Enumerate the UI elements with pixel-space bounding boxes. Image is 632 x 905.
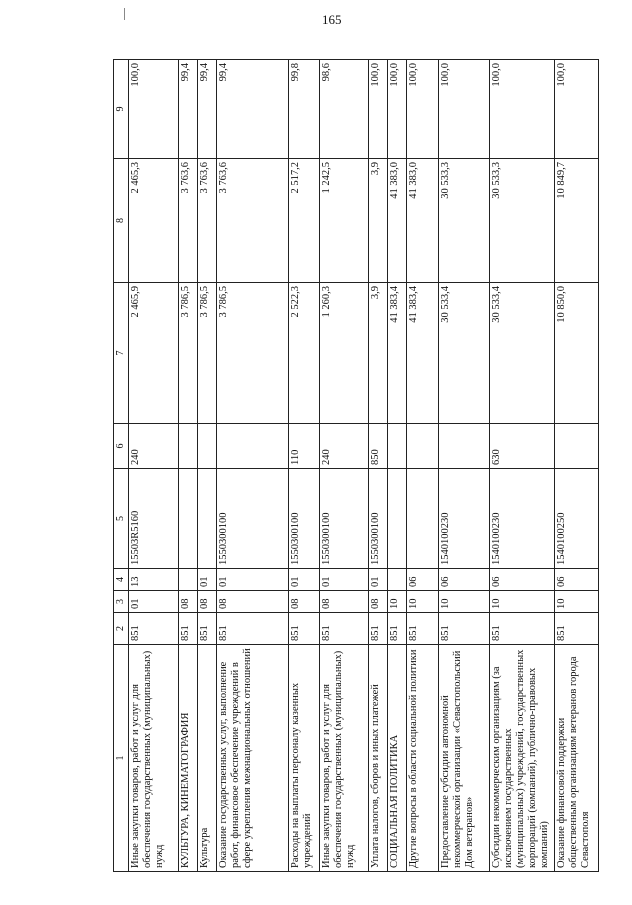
table-cell: 1550300100 bbox=[369, 469, 388, 569]
table-cell: 1550300100 bbox=[289, 469, 320, 569]
table-cell: 08 bbox=[369, 591, 388, 613]
table-cell: 1550300100 bbox=[320, 469, 369, 569]
table-cell: 99,4 bbox=[198, 60, 217, 159]
table-cell: 1540100250 bbox=[555, 469, 599, 569]
budget-table bbox=[113, 59, 599, 872]
table-row bbox=[198, 60, 217, 872]
table-cell: 06 bbox=[555, 569, 599, 591]
table-cell: 06 bbox=[490, 569, 555, 591]
table-cell: Предоставление субсидии автономной некоммерческой организации «Севастопольский Дом ветеранов» bbox=[439, 645, 490, 872]
table-cell: 100,0 bbox=[369, 60, 388, 159]
table-cell: 2 522,3 bbox=[289, 283, 320, 424]
table-cell: 1 242,5 bbox=[320, 159, 369, 283]
table-row bbox=[320, 60, 369, 872]
table-cell: 98,6 bbox=[320, 60, 369, 159]
table-cell: 851 bbox=[555, 613, 599, 645]
table-cell: 08 bbox=[179, 591, 198, 613]
table-cell: 2 465,3 bbox=[129, 159, 179, 283]
table-cell: 851 bbox=[129, 613, 179, 645]
table-cell: Иные закупки товаров, работ и услуг для обеспечения государственных (муниципальных) нужд bbox=[129, 645, 179, 872]
table-cell: 30 533,3 bbox=[439, 159, 490, 283]
table-cell: 10 bbox=[388, 591, 407, 613]
rotated-table-container bbox=[113, 60, 591, 872]
table-cell: Оказание государственных услуг, выполнение работ, финансовое обеспечение учреждений в сфере укрепления межнациональных отношений bbox=[217, 645, 289, 872]
table-cell: 13 bbox=[129, 569, 179, 591]
table-cell: 100,0 bbox=[555, 60, 599, 159]
header-cell-7: 7 bbox=[114, 283, 129, 424]
table-cell: 99,4 bbox=[217, 60, 289, 159]
table-cell bbox=[179, 424, 198, 469]
table-cell: 3 786,5 bbox=[179, 283, 198, 424]
scan-mark bbox=[124, 8, 125, 20]
header-cell-8: 8 bbox=[114, 159, 129, 283]
table-cell: 2 465,9 bbox=[129, 283, 179, 424]
table-cell: 06 bbox=[407, 569, 439, 591]
table-cell: 851 bbox=[407, 613, 439, 645]
table-row bbox=[129, 60, 179, 872]
table-cell bbox=[388, 469, 407, 569]
table-cell: 08 bbox=[217, 591, 289, 613]
table-cell: 100,0 bbox=[407, 60, 439, 159]
header-cell-6: 6 bbox=[114, 424, 129, 469]
table-row bbox=[555, 60, 599, 872]
table-cell: 01 bbox=[369, 569, 388, 591]
table-cell: 41 383,0 bbox=[388, 159, 407, 283]
table-cell: 1550300100 bbox=[217, 469, 289, 569]
table-row bbox=[407, 60, 439, 872]
table-cell: Культура bbox=[198, 645, 217, 872]
table-cell: 851 bbox=[289, 613, 320, 645]
table-cell: 3 786,5 bbox=[217, 283, 289, 424]
table-cell: 99,4 bbox=[179, 60, 198, 159]
table-cell: 3,9 bbox=[369, 159, 388, 283]
table-row bbox=[490, 60, 555, 872]
table-cell: 08 bbox=[320, 591, 369, 613]
table-cell bbox=[198, 469, 217, 569]
table-cell: 100,0 bbox=[439, 60, 490, 159]
table-cell: 851 bbox=[198, 613, 217, 645]
table-cell: 30 533,4 bbox=[439, 283, 490, 424]
table-cell: 01 bbox=[320, 569, 369, 591]
table-cell bbox=[407, 469, 439, 569]
table-cell: Субсидии некоммерческим организациям (за исключением государственных (муниципальных) учреждений, государственных корпораций (компаний), публично-правовых компаний) bbox=[490, 645, 555, 872]
table-cell: 01 bbox=[217, 569, 289, 591]
table-cell: 10 849,7 bbox=[555, 159, 599, 283]
table-cell bbox=[217, 424, 289, 469]
table-cell: 06 bbox=[439, 569, 490, 591]
table-cell: 01 bbox=[129, 591, 179, 613]
table-cell: 41 383,0 bbox=[407, 159, 439, 283]
table-cell: 3 763,6 bbox=[198, 159, 217, 283]
header-cell-9: 9 bbox=[114, 60, 129, 159]
table-cell: 2 517,2 bbox=[289, 159, 320, 283]
table-row bbox=[388, 60, 407, 872]
table-cell: 01 bbox=[289, 569, 320, 591]
table-cell: 08 bbox=[289, 591, 320, 613]
table-cell: 01 bbox=[198, 569, 217, 591]
table-body bbox=[129, 60, 599, 872]
table-cell bbox=[555, 424, 599, 469]
table-cell: 851 bbox=[439, 613, 490, 645]
table-cell: Другие вопросы в области социальной политики bbox=[407, 645, 439, 872]
table-cell: 630 bbox=[490, 424, 555, 469]
table-cell: Иные закупки товаров, работ и услуг для обеспечения государственных (муниципальных) нужд bbox=[320, 645, 369, 872]
table-cell: 1 260,3 bbox=[320, 283, 369, 424]
table-cell: 100,0 bbox=[490, 60, 555, 159]
table-row bbox=[369, 60, 388, 872]
table-cell: 851 bbox=[388, 613, 407, 645]
table-cell bbox=[439, 424, 490, 469]
table-cell: 10 bbox=[439, 591, 490, 613]
table-cell: 41 383,4 bbox=[388, 283, 407, 424]
table-cell: 850 bbox=[369, 424, 388, 469]
header-row bbox=[114, 60, 129, 872]
table-cell bbox=[198, 424, 217, 469]
rotated-table-frame bbox=[113, 60, 591, 872]
table-cell: 3 786,5 bbox=[198, 283, 217, 424]
table-cell: 110 bbox=[289, 424, 320, 469]
table-cell: 100,0 bbox=[129, 60, 179, 159]
header-cell-4: 4 bbox=[114, 569, 129, 591]
table-cell: 10 bbox=[407, 591, 439, 613]
table-row bbox=[439, 60, 490, 872]
table-cell: КУЛЬТУРА, КИНЕМАТОГРАФИЯ bbox=[179, 645, 198, 872]
table-cell: 851 bbox=[320, 613, 369, 645]
page-number: 165 bbox=[322, 12, 342, 27]
table-cell: 3 763,6 bbox=[179, 159, 198, 283]
table-cell: 30 533,3 bbox=[490, 159, 555, 283]
table-cell: 08 bbox=[198, 591, 217, 613]
header-cell-5: 5 bbox=[114, 469, 129, 569]
table-cell: Уплата налогов, сборов и иных платежей bbox=[369, 645, 388, 872]
table-cell: 851 bbox=[490, 613, 555, 645]
table-cell: 30 533,4 bbox=[490, 283, 555, 424]
table-cell: 100,0 bbox=[388, 60, 407, 159]
table-cell: 3 763,6 bbox=[217, 159, 289, 283]
table-cell: 10 bbox=[490, 591, 555, 613]
table-cell: 15503R5160 bbox=[129, 469, 179, 569]
table-cell: 1540100230 bbox=[490, 469, 555, 569]
table-row bbox=[217, 60, 289, 872]
table-row bbox=[289, 60, 320, 872]
table-cell bbox=[388, 569, 407, 591]
table-cell: 10 bbox=[555, 591, 599, 613]
table-cell: 10 850,0 bbox=[555, 283, 599, 424]
table-cell bbox=[179, 569, 198, 591]
table-cell: 3,9 bbox=[369, 283, 388, 424]
header-cell-3: 3 bbox=[114, 591, 129, 613]
table-cell bbox=[407, 424, 439, 469]
table-cell bbox=[388, 424, 407, 469]
table-cell: СОЦИАЛЬНАЯ ПОЛИТИКА bbox=[388, 645, 407, 872]
table-cell: Расходы на выплаты персоналу казенных учреждений bbox=[289, 645, 320, 872]
table-cell bbox=[179, 469, 198, 569]
table-cell: 41 383,4 bbox=[407, 283, 439, 424]
table-cell: 1540100230 bbox=[439, 469, 490, 569]
table-cell: 851 bbox=[217, 613, 289, 645]
table-cell: 851 bbox=[179, 613, 198, 645]
table-cell: 851 bbox=[369, 613, 388, 645]
table-cell: Оказание финансовой поддержки общественным организациям ветеранов города Севастополя bbox=[555, 645, 599, 872]
table-cell: 240 bbox=[320, 424, 369, 469]
table-row bbox=[179, 60, 198, 872]
table-cell: 99,8 bbox=[289, 60, 320, 159]
header-cell-1: 1 bbox=[114, 645, 129, 872]
table-cell: 240 bbox=[129, 424, 179, 469]
header-cell-2: 2 bbox=[114, 613, 129, 645]
